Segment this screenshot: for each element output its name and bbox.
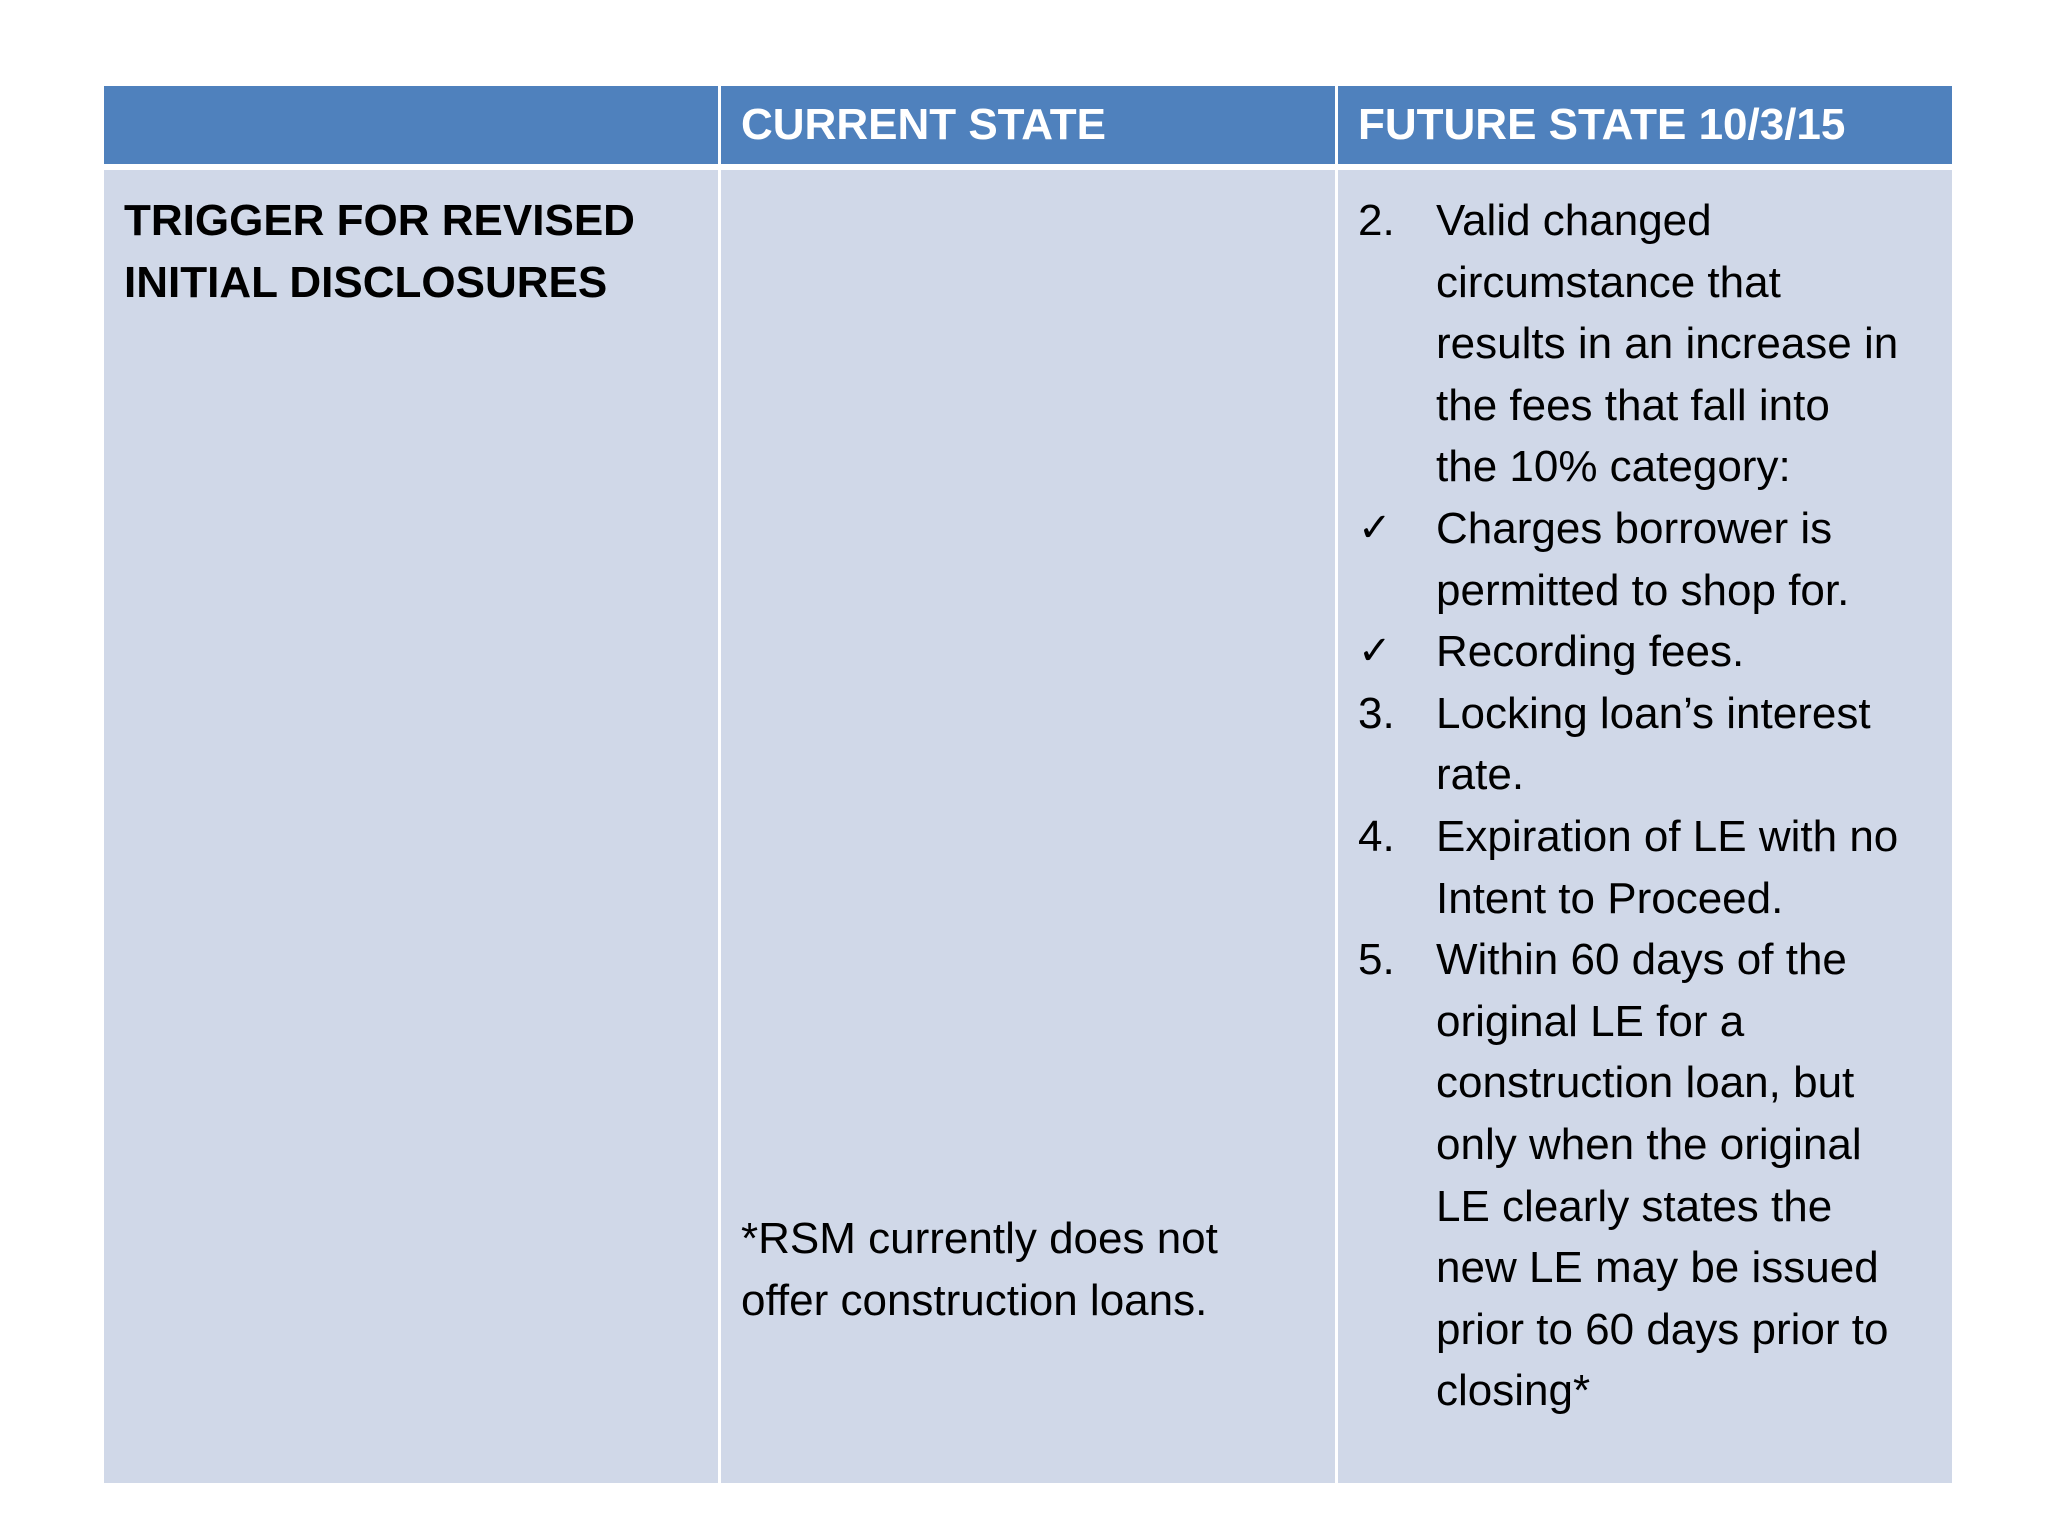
item-line: rate. [1436,750,1525,800]
item-line: Recording fees. [1436,627,1745,677]
item-line: original LE for a [1436,996,1745,1046]
current-state-cell [721,170,1335,1483]
item-line: closing* [1436,1366,1591,1416]
item-line: circumstance that [1436,257,1781,307]
item-line: the 10% category: [1436,442,1791,492]
list-item [1358,929,1940,1422]
list-item [1358,498,1940,621]
note-line: offer construction loans. [741,1276,1208,1325]
item-line: the fees that fall into [1436,380,1830,430]
item-number: 3. [1358,688,1395,738]
item-number: 2. [1358,196,1395,245]
header-future-state: FUTURE STATE 10/3/15 [1338,86,1952,164]
item-text [1436,621,1744,683]
future-state-cell [1338,170,1952,1483]
item-text [1436,806,1898,929]
item-line: LE clearly states the [1436,1181,1833,1231]
item-line: permitted to shop for. [1436,565,1850,615]
item-number: 5. [1358,935,1395,985]
row-label-line: TRIGGER FOR REVISED [124,196,635,245]
item-line: Intent to Proceed. [1436,873,1784,923]
header-cell-empty [104,86,718,164]
list-item [1358,190,1940,498]
checkmark-icon: ✓ [1358,628,1392,675]
item-line: prior to 60 days prior to [1436,1304,1889,1354]
item-text [1436,190,1898,498]
row-label-line: INITIAL DISCLOSURES [124,258,608,307]
item-text [1436,929,1888,1422]
item-line: Expiration of LE with no [1436,811,1899,861]
item-line: Charges borrower is [1436,503,1833,553]
list-item [1358,621,1940,683]
item-text [1436,683,1871,806]
current-state-note [741,1208,1321,1332]
item-number: 4. [1358,811,1395,861]
item-line: Locking loan’s interest [1436,688,1871,738]
note-line: *RSM currently does not [741,1214,1218,1263]
comparison-table [104,86,1952,1483]
item-text [1436,498,1849,621]
list-item [1358,683,1940,806]
item-line: only when the original [1436,1119,1862,1169]
item-line: Within 60 days of the [1436,935,1847,985]
item-line: construction loan, but [1436,1058,1855,1108]
list-item [1358,806,1940,929]
header-current-state: CURRENT STATE [721,86,1335,164]
item-line: Valid changed [1436,196,1712,245]
checkmark-icon: ✓ [1358,504,1392,551]
item-line: new LE may be issued [1436,1243,1879,1293]
item-line: results in an increase in [1436,319,1899,369]
row-label-cell [104,170,718,1483]
